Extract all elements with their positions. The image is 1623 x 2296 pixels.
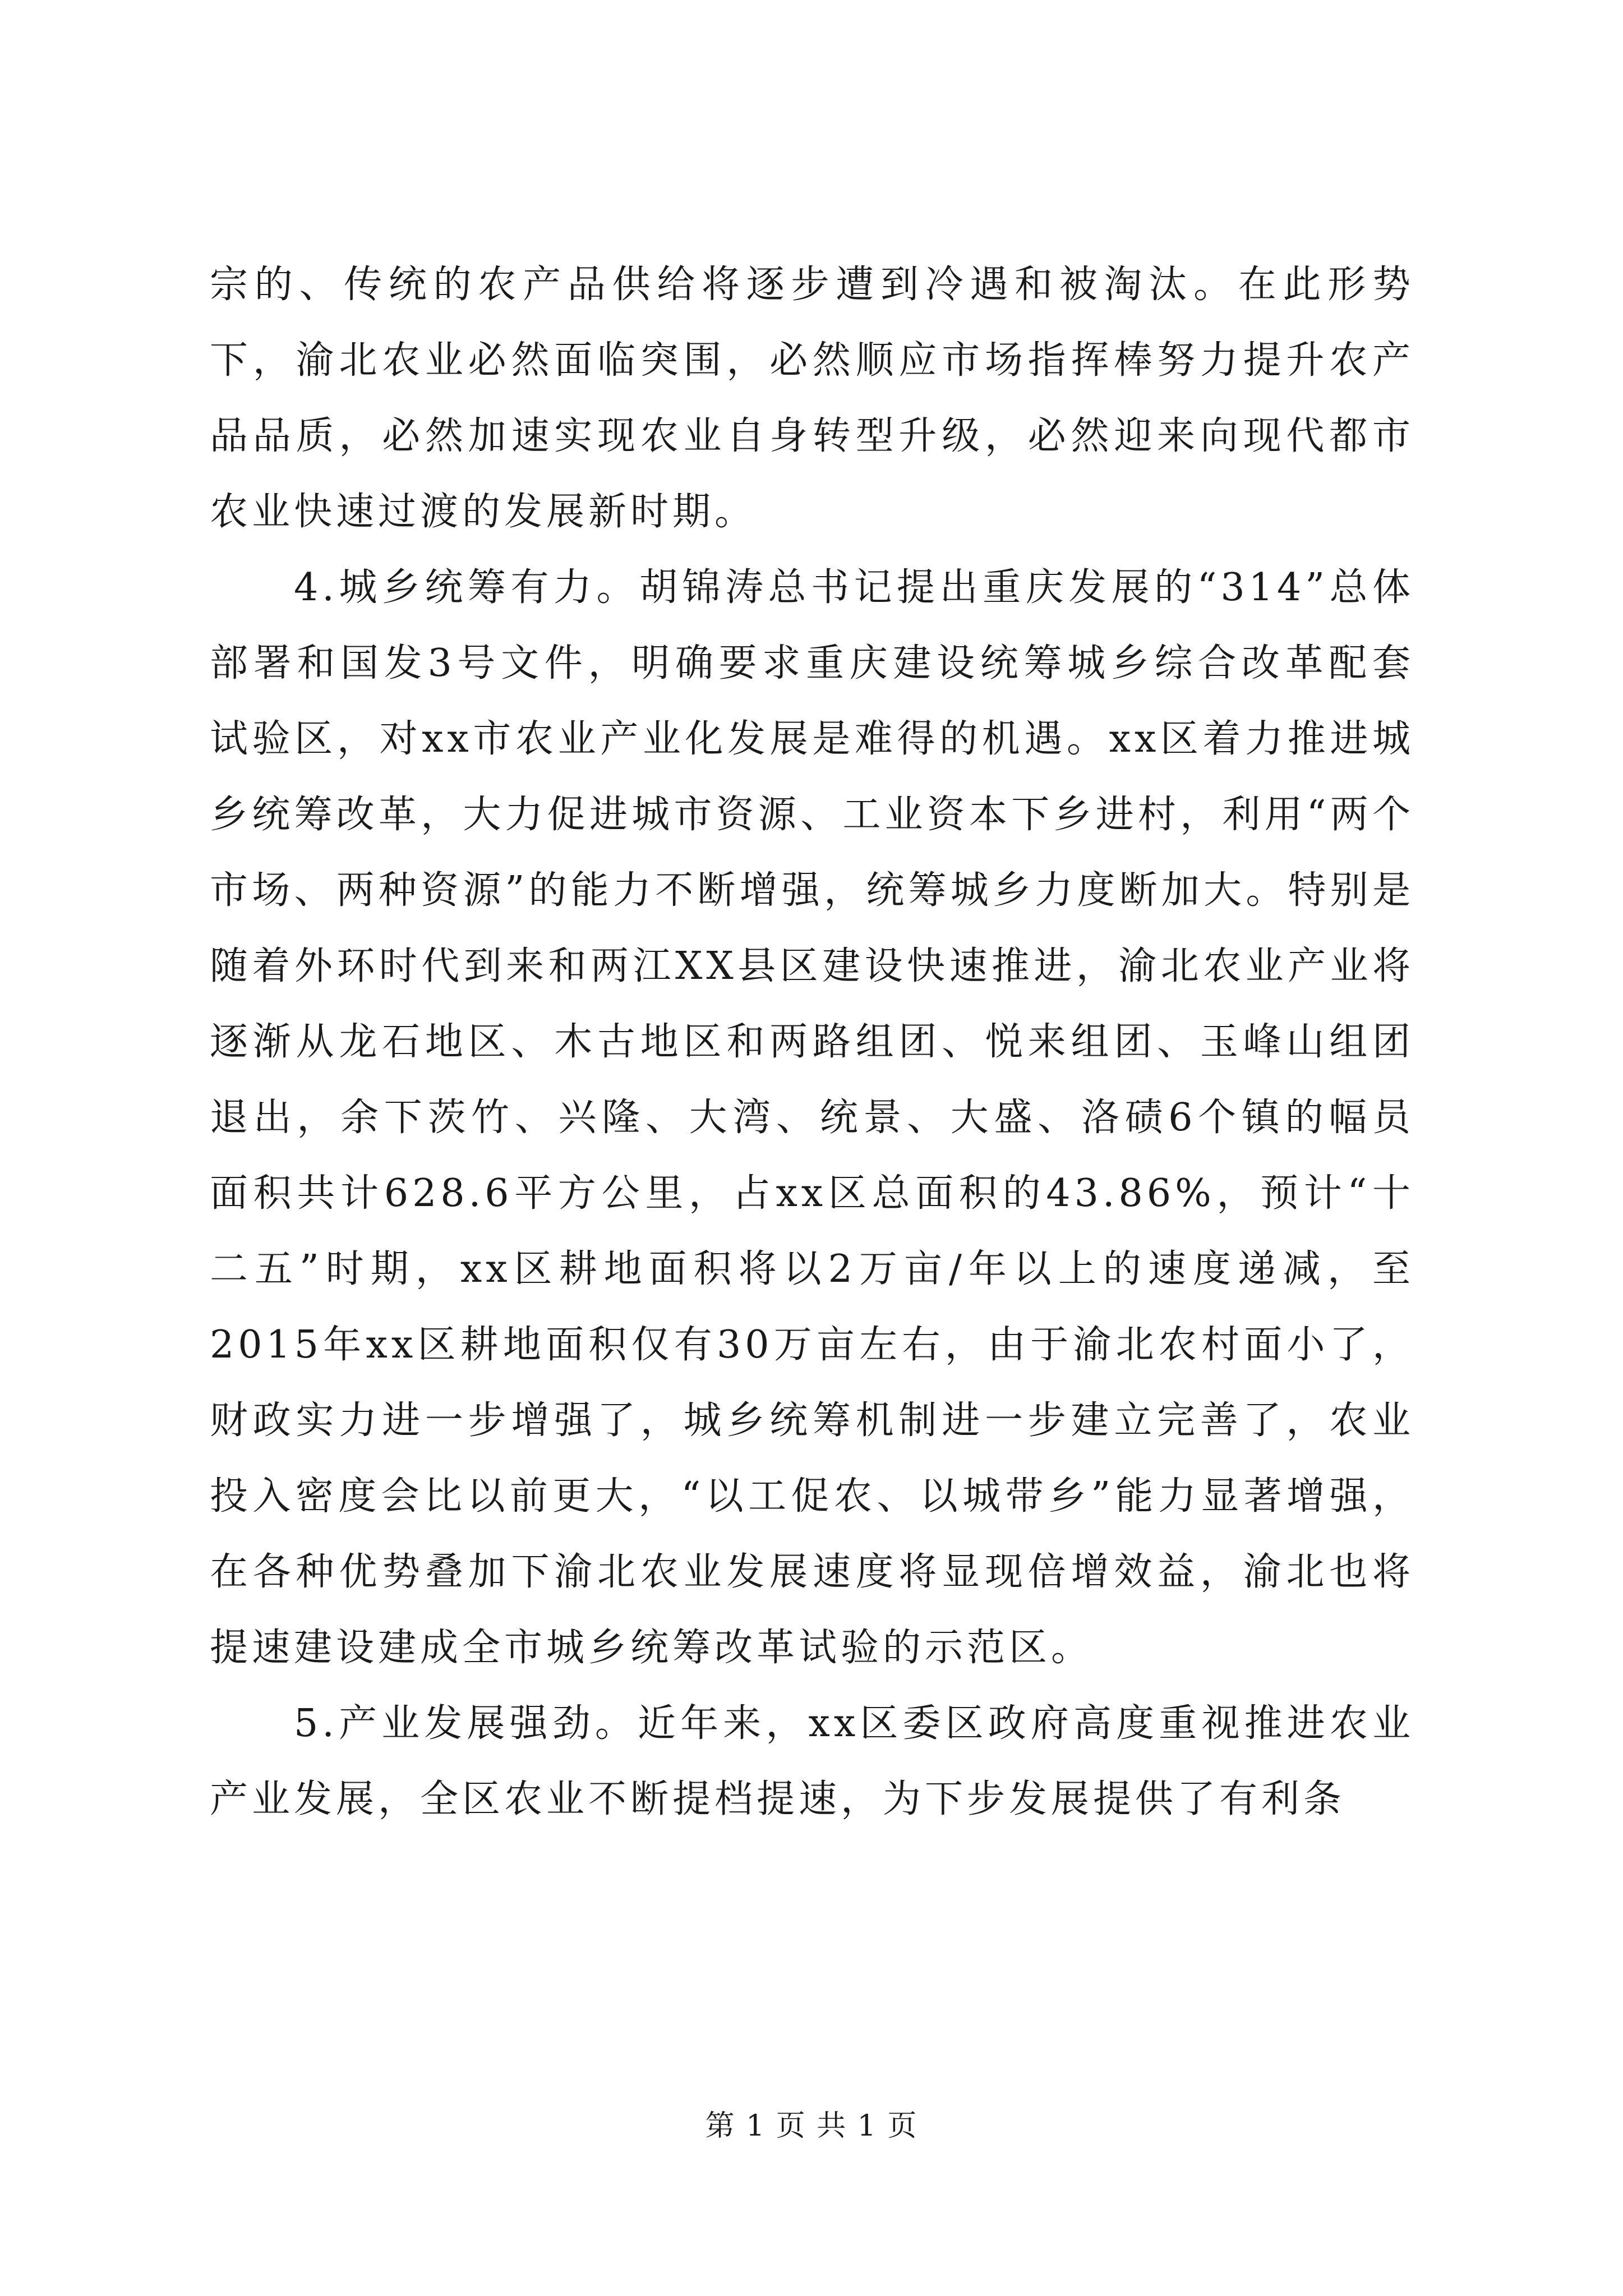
paragraph-continuation: 宗的、传统的农产品供给将逐步遭到冷遇和被淘汰。在此形势下，渝北农业必然面临突围，必然顺应市场指挥棒努力提升农产品品质，必然加速实现农业自身转型升级，必然迎来向现代都市农业快速过渡的发展新时期。 — [210, 263, 1414, 534]
paragraph-industry-development: 5.产业发展强劲。近年来，xx区委区政府高度重视推进农业产业发展，全区农业不断提档提速，为下步发展提供了有利条 — [210, 1701, 1414, 1821]
paragraph-urban-rural-coordination: 4.城乡统筹有力。胡锦涛总书记提出重庆发展的“314”总体部署和国发3号文件，明确要求重庆建设统筹城乡综合改革配套试验区，对xx市农业产业化发展是难得的机遇。xx区着力推进城乡统筹改革，大力促进城市资源、工业资本下乡进村，利用“两个市场、两种资源”的能力不断增强，统筹城乡力度断加大。特别是随着外环时代到来和两江XX县区建设快速推进，渝北农业产业将逐渐从龙石地区、木古地区和两路组团、悦来组团、玉峰山组团退出，余下茨竹、兴隆、大湾、统景、大盛、洛碛6个镇的幅员面积共计628.6平方公里，占xx区总面积的43.86%，预计“十二五”时期，xx区耕地面积将以2万亩/年以上的速度递减，至2015年xx区耕地面积仅有30万亩左右，由于渝北农村面小了，财政实力进一步增强了，城乡统筹机制进一步建立完善了，农业投入密度会比以前更大，“以工促农、以城带乡”能力显著增强，在各种优势叠加下渝北农业发展速度将显现倍增效益，渝北也将提速建设建成全市城乡统筹改革试验的示范区。 — [210, 565, 1414, 1670]
page-footer: 第 1 页 共 1 页 — [705, 2109, 918, 2143]
document-body — [210, 247, 1414, 1837]
